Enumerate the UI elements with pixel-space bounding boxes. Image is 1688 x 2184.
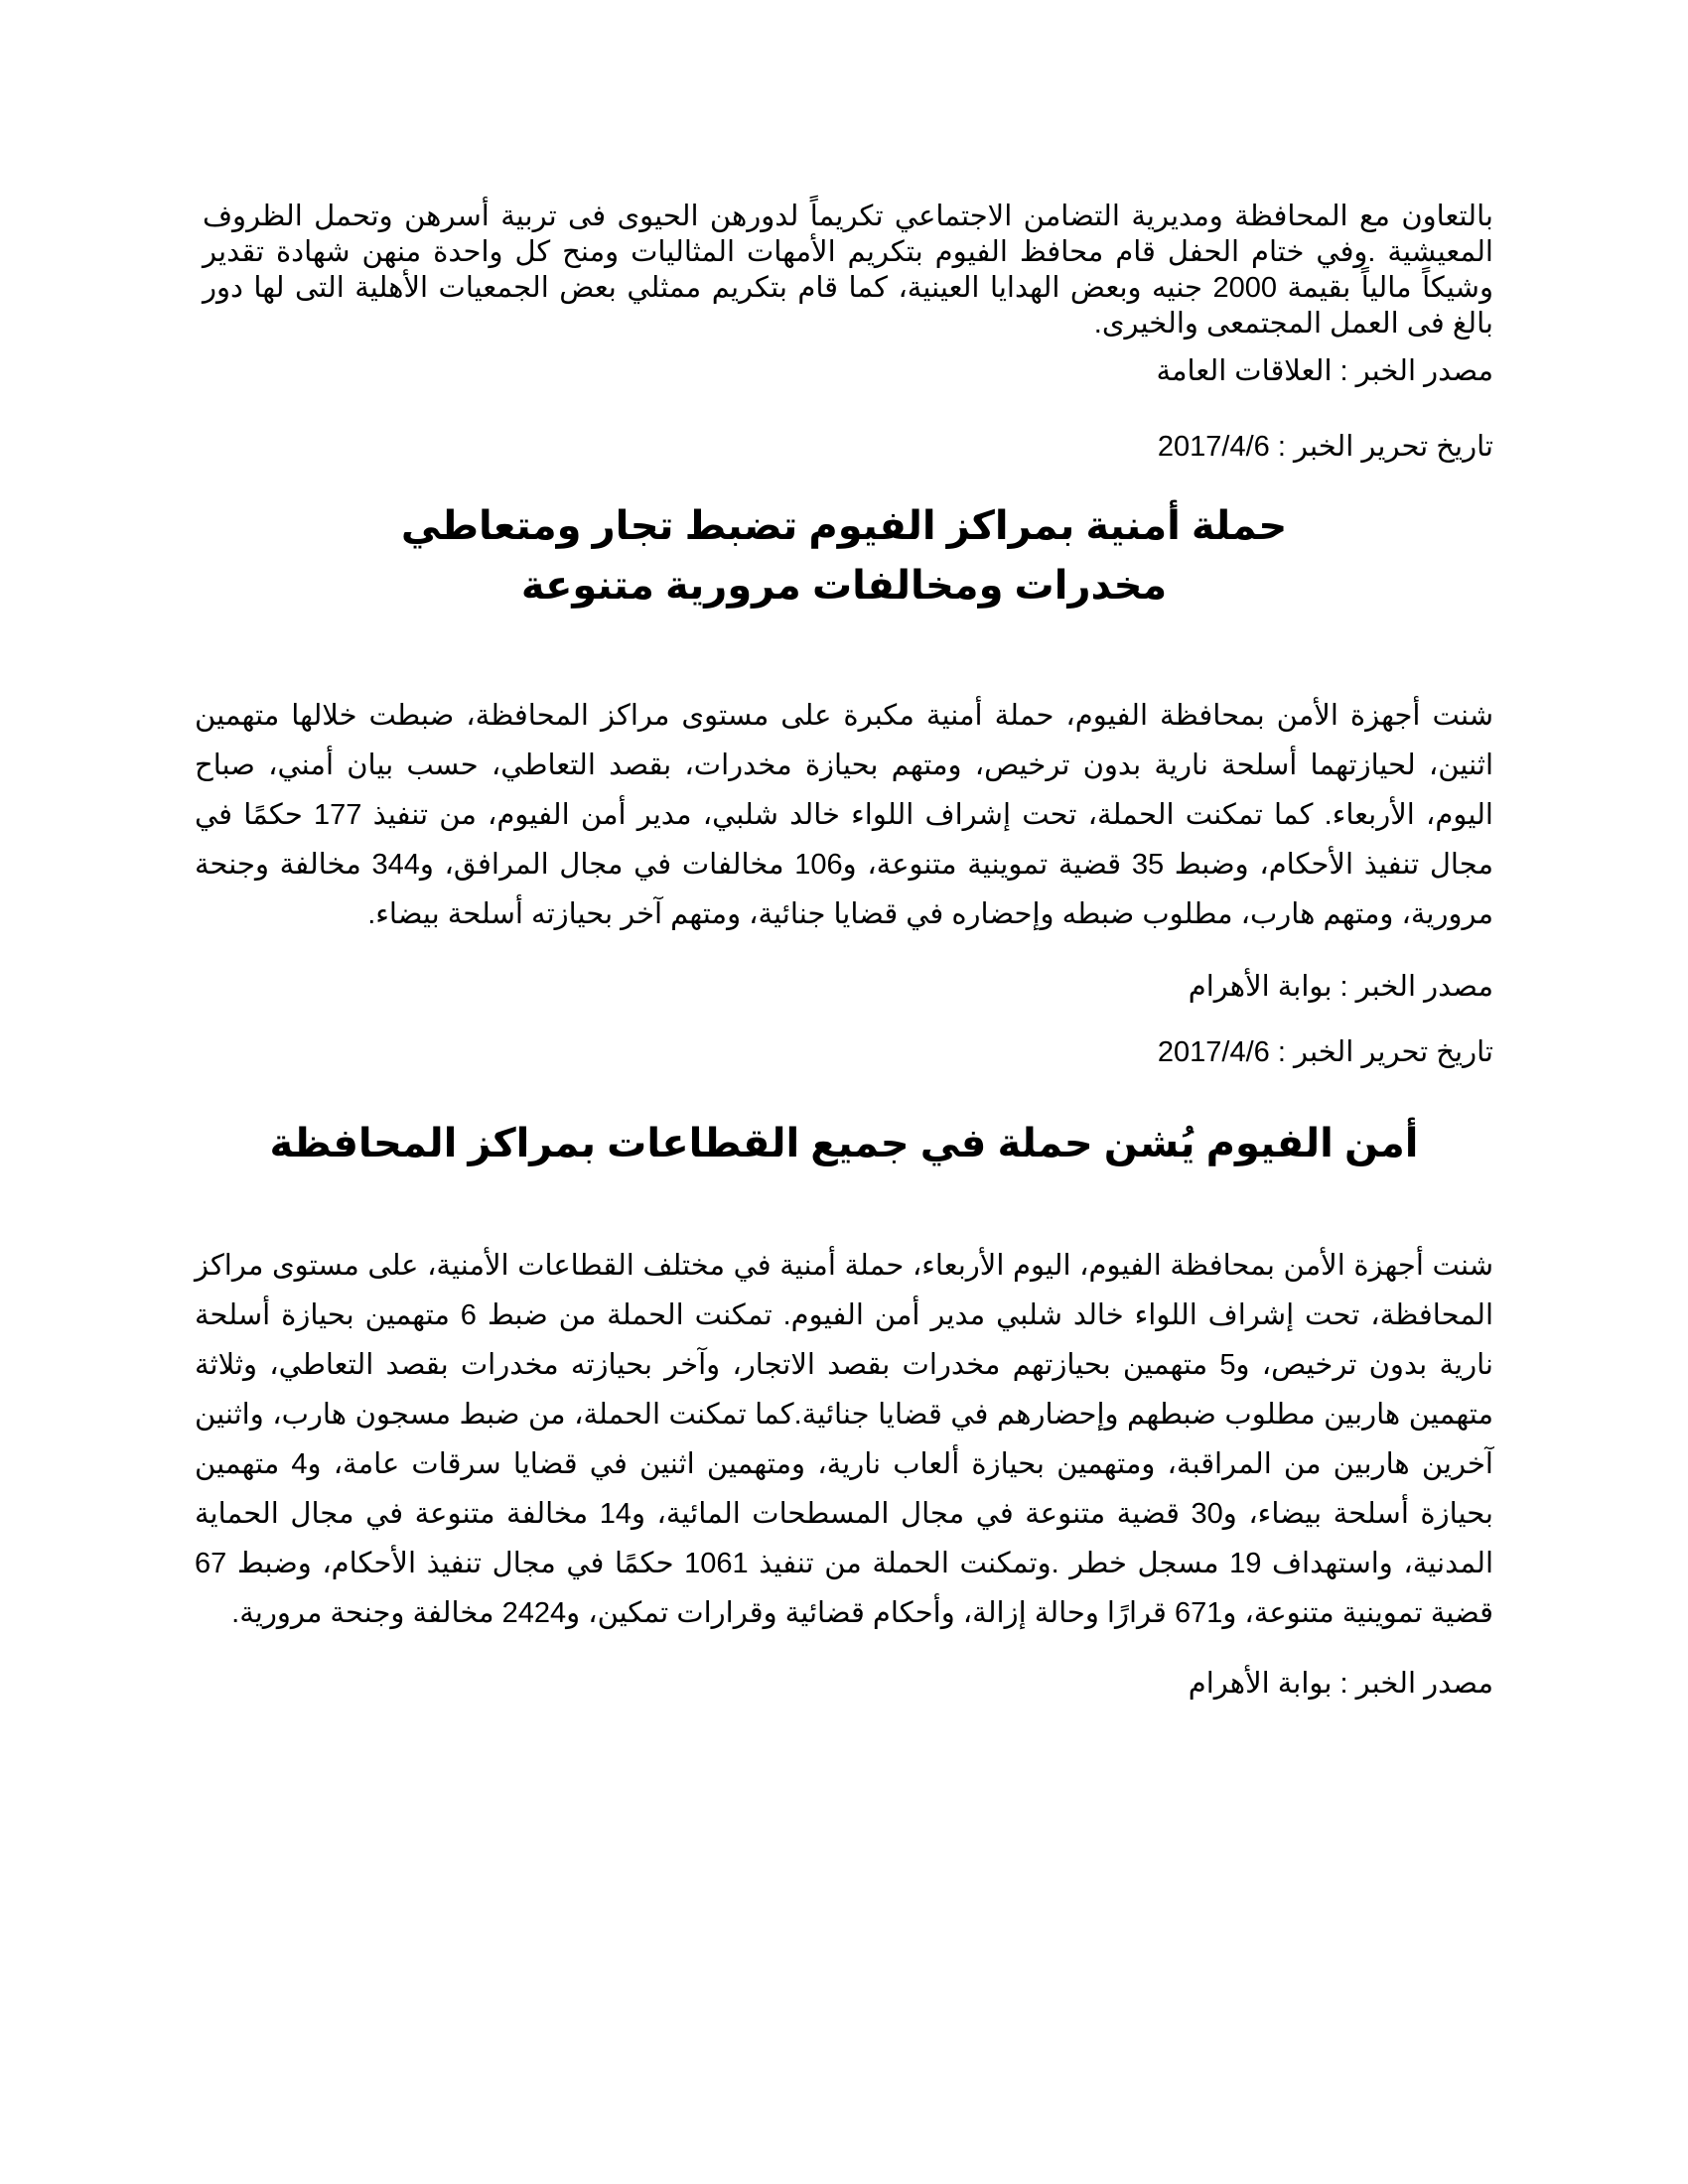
article2-body: شنت أجهزة الأمن بمحافظة الفيوم، اليوم الأربعاء، حملة أمنية في مختلف القطاعات الأمنية، على مستوى مراكز المحافظة، تحت إشراف اللواء خالد شلبي مدير أمن الفيوم. تمكنت الحملة من ضبط 6 متهمين بحيازة أسلحة نارية بدون ترخيص، و5 متهمين بحيازتهم مخدرات بقصد الاتجار، وآخر بحيازته مخدرات بقصد التعاطي، وثلاثة متهمين هاربين مطلوب ضبطهم وإحضارهم في قضايا جنائية.كما تمكنت الحملة، من ضبط مسجون هارب، واثنين آخرين هاربين من المراقبة، ومتهمين بحيازة ألعاب نارية، ومتهمين اثنين في قضايا سرقات عامة، و4 متهمين بحيازة أسلحة بيضاء، و30 قضية متنوعة في مجال المسطحات المائية، و14 مخالفة متنوعة في مجال الحماية المدنية، واستهداف 19 مسجل خطر .وتمكنت الحملة من تنفيذ 1061 حكمًا في مجال تنفيذ الأحكام، وضبط 67 قضية تموينية متنوعة، و671 قرارًا وحالة إزالة، وأحكام قضائية وقرارات تمكين، و2424 مخالفة وجنحة مرورية.: [195, 1250, 1493, 1629]
article1-news-source: مصدر الخبر : بوابة الأهرام: [1188, 971, 1493, 1003]
article2-news-source: مصدر الخبر : بوابة الأهرام: [1188, 1668, 1493, 1700]
article1-title: حملة أمنية بمراكز الفيوم تضبط تجار ومتعاطي مخدرات ومخالفات مرورية متنوعة: [400, 504, 1288, 608]
intro-news-source: مصدر الخبر : العلاقات العامة: [1156, 355, 1493, 387]
article2-title: أمن الفيوم يُشن حملة في جميع القطاعات بمراكز المحافظة: [269, 1122, 1419, 1165]
intro-news-date: تاريخ تحرير الخبر : 2017/4/6: [1157, 431, 1493, 463]
article1-body: شنت أجهزة الأمن بمحافظة الفيوم، حملة أمنية مكبرة على مستوى مراكز المحافظة، ضبطت خلالها متهمين اثنين، لحيازتهما أسلحة نارية بدون ترخيص، ومتهم بحيازة مخدرات، بقصد التعاطي، حسب بيان أمني، صباح اليوم، الأربعاء. كما تمكنت الحملة، تحت إشراف اللواء خالد شلبي، مدير أمن الفيوم، من تنفيذ 177 حكمًا في مجال تنفيذ الأحكام، وضبط 35 قضية تموينية متنوعة، و106 مخالفات في مجال المرافق، و344 مخالفة وجنحة مرورية، ومتهم هارب، مطلوب ضبطه وإحضاره في قضايا جنائية، ومتهم آخر بحيازته أسلحة بيضاء.: [195, 700, 1493, 930]
article1-news-date: تاريخ تحرير الخبر : 2017/4/6: [1157, 1036, 1493, 1068]
document-page: [195, 199, 1493, 1702]
intro-paragraph: بالتعاون مع المحافظة ومديرية التضامن الاجتماعي تكريماً لدورهن الحيوى فى تربية أسرهن وتحمل الظروف المعيشية .وفي ختام الحفل قام محافظ الفيوم بتكريم الأمهات المثاليات ومنح كل واحدة منهن شهادة تقدير وشيكاً مالياً بقيمة 2000 جنيه وبعض الهدايا العينية، كما قام بتكريم ممثلي بعض الجمعيات الأهلية التى لها دور بالغ فى العمل المجتمعى والخيرى.: [203, 201, 1493, 340]
